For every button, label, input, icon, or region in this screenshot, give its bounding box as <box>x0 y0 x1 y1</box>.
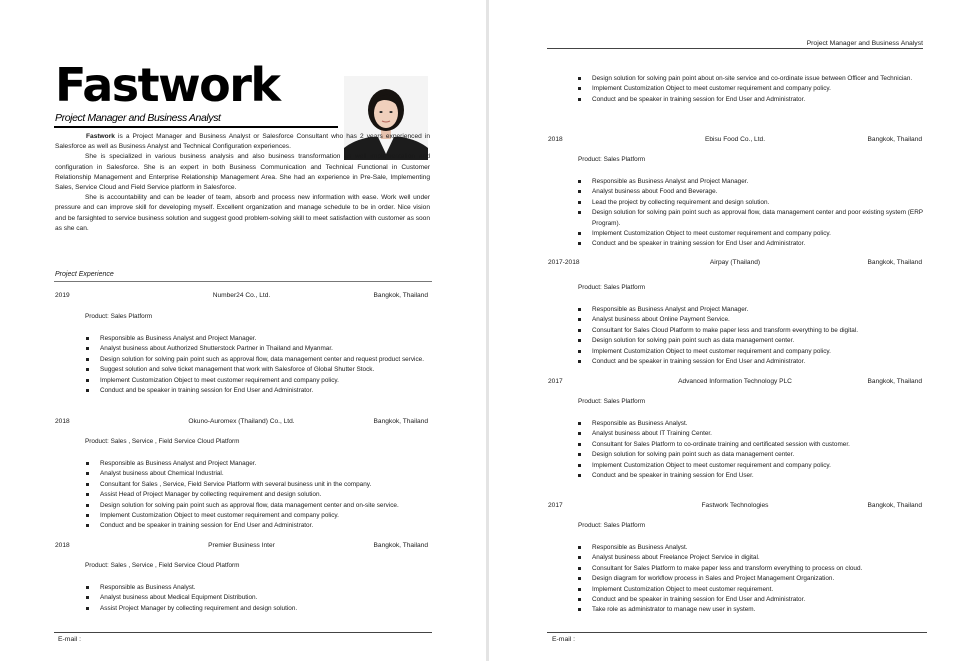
list-item: Analyst business about IT Training Center. <box>578 429 926 439</box>
list-item: Conduct and be speaker in training session for End User and Administrator. <box>578 595 926 605</box>
job-bullets <box>86 334 431 396</box>
list-item: Responsible as Business Analyst and Project Manager. <box>86 334 431 344</box>
job-entry <box>548 502 922 512</box>
list-item: Consultant for Sales , Service, Field Service Platform with several business unit in the company. <box>86 480 431 490</box>
section-heading: Project Experience <box>55 271 114 278</box>
list-item: Analyst business about Chemical Industrial. <box>86 469 431 479</box>
job-product: Product: Sales , Service , Field Service Cloud Platform <box>85 438 240 445</box>
job-product: Product: Sales Platform <box>578 398 646 405</box>
job-year: 2017 <box>548 502 563 509</box>
list-item: Suggest solution and solve ticket management that work with Salesforce of Global Shutter Stock. <box>86 365 431 375</box>
title-divider <box>54 126 338 128</box>
list-item: Design solution for solving pain point such as data management center. <box>578 336 926 346</box>
job-year: 2018 <box>55 418 70 425</box>
list-item: Take role as administrator to manage new user in system. <box>578 605 926 615</box>
list-item: Lead the project by collecting requirement and design solution. <box>578 198 926 208</box>
job-bullets <box>86 583 431 614</box>
footer-email-label: E-mail : <box>58 636 82 643</box>
list-item: Responsible as Business Analyst. <box>578 419 926 429</box>
job-company: Number24 Co., Ltd. <box>212 292 271 299</box>
footer-email-label: E-mail : <box>552 636 576 643</box>
list-item: Conduct and be speaker in training session for End User and Administrator. <box>578 95 926 105</box>
job-company: Ebisu Food Co., Ltd. <box>704 136 766 143</box>
job-entry <box>55 542 428 552</box>
job-year: 2017-2018 <box>548 259 580 266</box>
list-item: Implement Customization Object to meet customer requirement and company policy. <box>86 376 431 386</box>
job-year: 2018 <box>548 136 563 143</box>
brand-name: Fastwork <box>55 58 280 112</box>
job-year: 2018 <box>55 542 70 549</box>
list-item: Assist Head of Project Manager by collecting requirement and design solution. <box>86 490 431 500</box>
job-location: Bangkok, Thailand <box>867 378 922 385</box>
list-item: Analyst business about Medical Equipment Distribution. <box>86 593 431 603</box>
list-item: Conduct and be speaker in training session for End User and Administrator. <box>578 357 926 367</box>
job-product: Product: Sales Platform <box>578 284 646 291</box>
job-year: 2019 <box>55 292 70 299</box>
job-product: Product: Sales Platform <box>85 313 153 320</box>
running-header: Project Manager and Business Analyst <box>806 40 923 47</box>
section-divider <box>54 281 432 282</box>
list-item: Responsible as Business Analyst and Project Manager. <box>86 459 431 469</box>
summary-paragraph-1 <box>55 132 430 152</box>
job-location: Bangkok, Thailand <box>373 542 428 549</box>
list-item: Design solution for solving pain point about on-site service and co-ordinate issue between Officer and Technician. <box>578 74 926 84</box>
job-location: Bangkok, Thailand <box>373 418 428 425</box>
list-item: Implement Customization Object to meet customer requirement and company policy. <box>578 347 926 357</box>
job-location: Bangkok, Thailand <box>867 259 922 266</box>
job-entry <box>55 418 428 428</box>
job-bullets <box>578 419 926 481</box>
job-product: Product: Sales Platform <box>578 522 646 529</box>
summary-paragraph-3: She is accountability and can be leader of team, absorb and process new information with ease. Work well under pressure and can improve skill for developing myself. Excellent organization and manage schedule to be in order. Nice vision and be farsighted to service business solution and suggest good problem-solving skill to meet satisfaction with customer as soon as she can. <box>55 194 430 232</box>
job-company: Airpay (Thailand) <box>709 259 761 266</box>
list-item: Implement Customization Object to meet customer requirement and company policy. <box>578 461 926 471</box>
list-item: Analyst business about Freelance Project Service in digital. <box>578 553 926 563</box>
list-item: Implement Customization Object to meet customer requirement and company policy. <box>86 511 431 521</box>
list-item: Responsible as Business Analyst. <box>578 543 926 553</box>
list-item: Responsible as Business Analyst and Project Manager. <box>578 177 926 187</box>
job-year: 2017 <box>548 378 563 385</box>
list-item: Design solution for solving pain point such as approval flow, data management center and request product service. <box>86 355 431 365</box>
list-item: Implement Customization Object to meet customer requirement and company policy. <box>578 229 926 239</box>
job-company: Advanced Information Technology PLC <box>678 378 792 385</box>
summary-name: Fastwork <box>86 133 115 140</box>
job-location: Bangkok, Thailand <box>373 292 428 299</box>
job-bullets <box>578 177 926 250</box>
job-product: Product: Sales , Service , Field Service Cloud Platform <box>85 562 240 569</box>
continuation-bullets <box>578 74 926 105</box>
job-entry <box>548 378 922 388</box>
list-item: Implement Customization Object to meet customer requirement. <box>578 585 926 595</box>
job-entry <box>548 136 922 146</box>
resume-page-2 <box>489 0 960 661</box>
job-bullets <box>86 459 431 532</box>
job-entry <box>55 292 428 302</box>
footer-divider <box>547 632 927 633</box>
summary-text: is a Project Manager and Business Analyst or Salesforce Consultant who has 2 years experienced in Salesforce as well as Business Analyst and Technical Configuration experiences. <box>55 133 430 151</box>
list-item: Design diagram for workflow process in Sales and Project Management Organization. <box>578 574 926 584</box>
list-item: Analyst business about Authorized Shutterstock Partner in Thailand and Myanmar. <box>86 344 431 354</box>
job-company: Fastwork Technologies <box>701 502 769 509</box>
job-company: Okuno-Auromex (Thailand) Co., Ltd. <box>188 418 295 425</box>
list-item: Consultant for Sales Platform to make paper less and transform everything to process on cloud. <box>578 564 926 574</box>
profile-summary <box>55 132 430 234</box>
resume-subtitle: Project Manager and Business Analyst <box>55 112 221 124</box>
job-location: Bangkok, Thailand <box>867 136 922 143</box>
header-divider <box>547 48 923 49</box>
list-item: Conduct and be speaker in training session for End User and Administrator. <box>86 386 431 396</box>
list-item: Consultant for Sales Platform to co-ordinate training and certificated session with customer. <box>578 440 926 450</box>
job-company: Premier Business Inter <box>208 542 275 549</box>
list-item: Analyst business about Online Payment Service. <box>578 315 926 325</box>
list-item: Assist Project Manager by collecting requirement and design solution. <box>86 604 431 614</box>
list-item: Design solution for solving pain point such as data management center. <box>578 450 926 460</box>
job-bullets <box>578 543 926 616</box>
list-item: Conduct and be speaker in training session for End User. <box>578 471 926 481</box>
job-entry <box>548 259 922 269</box>
job-product: Product: Sales Platform <box>578 156 646 163</box>
list-item: Implement Customization Object to meet customer requirement and company policy. <box>578 84 926 94</box>
list-item: Conduct and be speaker in training session for End User and Administrator. <box>578 239 926 249</box>
list-item: Design solution for solving pain point such as approval flow, data management center and on-site service. <box>86 501 431 511</box>
footer-divider <box>54 632 432 633</box>
job-location: Bangkok, Thailand <box>867 502 922 509</box>
list-item: Design solution for solving pain point such as approval flow, data management center and poor existing system (ERP Program). <box>578 208 926 229</box>
summary-paragraph-2: She is specialized in various business analysis and also business transformation as well implementation and configuration in Salesforce. She is an expert in both Business Communication and Technical Functional in Customer Relationship Management and Enterprise Relationship Management Area. She had an experience in Pre-Sale, Implementing Sales, Service Cloud and Field Service platform in Salesforce. <box>55 153 430 192</box>
list-item: Responsible as Business Analyst. <box>86 583 431 593</box>
list-item: Responsible as Business Analyst and Project Manager. <box>578 305 926 315</box>
list-item: Consultant for Sales Cloud Platform to make paper less and transform everything to be digital. <box>578 326 926 336</box>
list-item: Analyst business about Food and Beverage. <box>578 187 926 197</box>
list-item: Conduct and be speaker in training session for End User and Administrator. <box>86 521 431 531</box>
job-bullets <box>578 305 926 367</box>
